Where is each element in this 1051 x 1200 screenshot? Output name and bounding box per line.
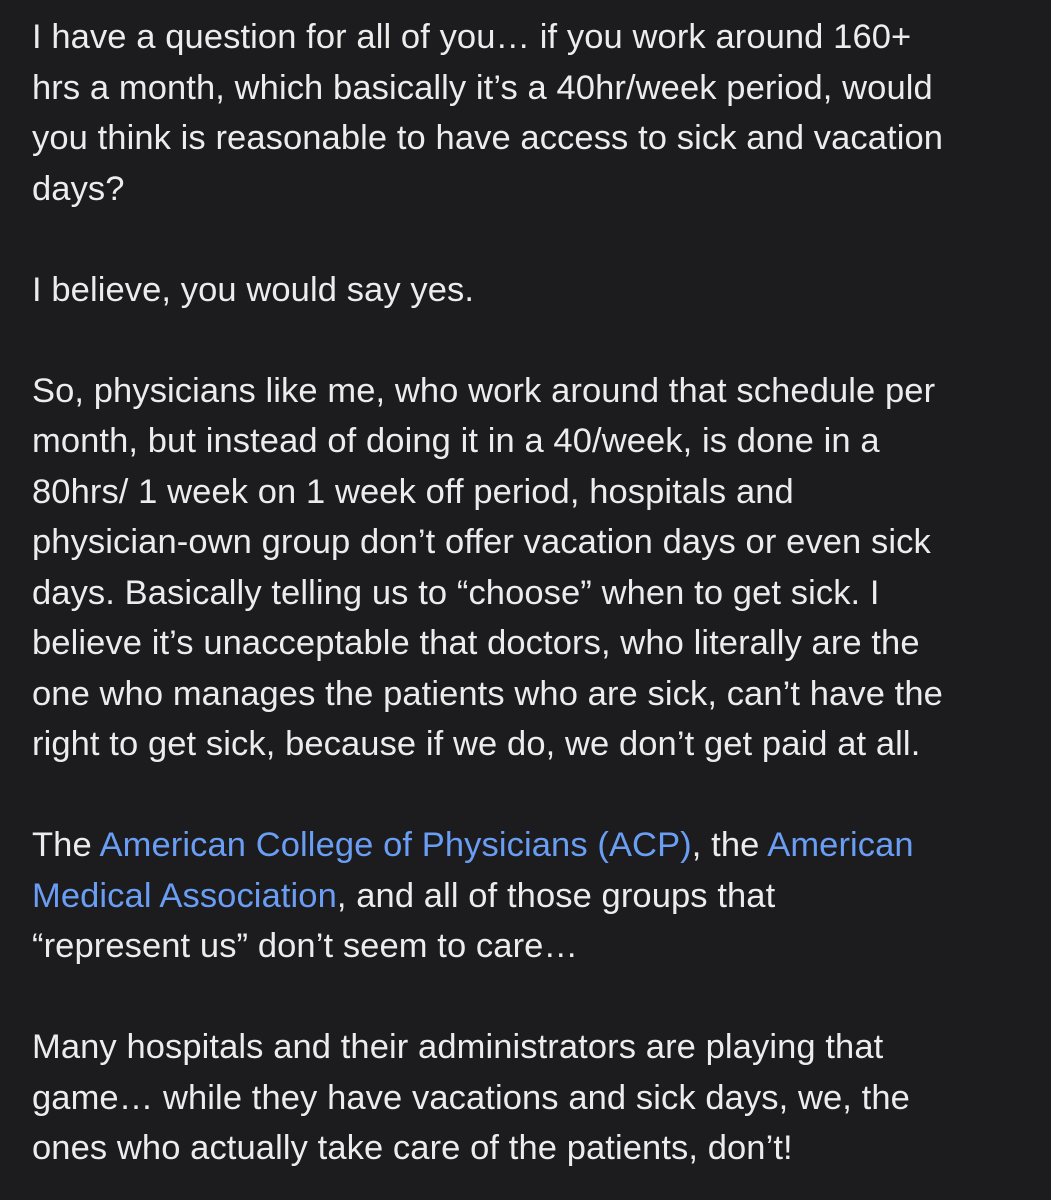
paragraph-spacer	[32, 770, 1042, 821]
text-line: month, but instead of doing it in a 40/week, is done in a	[32, 422, 880, 460]
paragraph-belief	[32, 265, 1042, 316]
text-line: ones who actually take care of the patients, don’t!	[32, 1129, 793, 1167]
text-line: I have a question for all of you… if you work around 160+	[32, 18, 912, 56]
text-line: right to get sick, because if we do, we don’t get paid at all.	[32, 725, 921, 763]
post-body	[32, 12, 1042, 1174]
paragraph-physicians	[32, 366, 1042, 770]
paragraph-question	[32, 12, 1042, 214]
text-line: one who manages the patients who are sick, can’t have the	[32, 674, 943, 713]
text-line: days. Basically telling us to “choose” when to get sick. I	[32, 573, 880, 612]
link-american-medical-association[interactable]: American	[767, 826, 914, 864]
text-line	[32, 820, 1042, 871]
paragraph-spacer	[32, 972, 1042, 1023]
text-line: Many hospitals and their administrators are playing that	[32, 1028, 884, 1066]
text-line: game… while they have vacations and sick days, we, the	[32, 1078, 910, 1117]
paragraph-hospitals	[32, 1022, 1042, 1174]
text-line: I believe, you would say yes.	[32, 270, 475, 309]
text-line	[32, 871, 1042, 922]
text-line: 80hrs/ 1 week on 1 week off period, hospitals and	[32, 472, 794, 511]
paragraph-spacer	[32, 214, 1042, 265]
text-line: “represent us” don’t seem to care…	[32, 927, 579, 965]
text-line: physician-own group don’t offer vacation days or even sick	[32, 523, 931, 561]
text-line: days?	[32, 169, 125, 208]
text-fragment: The	[32, 826, 100, 864]
link-american-college-of-physicians[interactable]: American College of Physicians (ACP)	[99, 826, 692, 864]
paragraph-spacer	[32, 315, 1042, 366]
text-fragment: , the	[691, 826, 768, 864]
text-line: believe it’s unacceptable that doctors, who literally are the	[32, 624, 920, 662]
text-line: So, physicians like me, who work around that schedule per	[32, 371, 936, 410]
text-line: hrs a month, which basically it’s a 40hr/week period, would	[32, 68, 933, 107]
link-american-medical-association[interactable]: Medical Association	[32, 876, 337, 915]
paragraph-organizations	[32, 820, 1042, 972]
text-fragment: , and all of those groups that	[336, 876, 776, 915]
text-line: you think is reasonable to have access to sick and vacation	[32, 119, 944, 157]
